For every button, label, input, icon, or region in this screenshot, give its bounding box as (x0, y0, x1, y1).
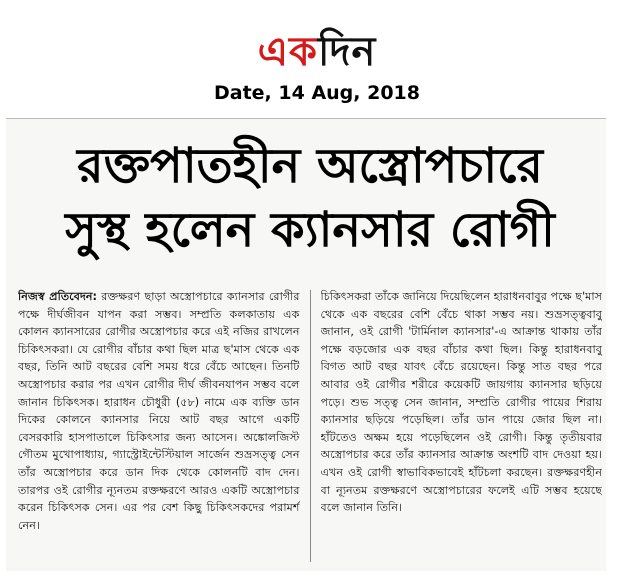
newspaper-logo (258, 30, 377, 74)
article-column-2 (321, 288, 603, 568)
logo-part-black: দিন (318, 29, 377, 75)
column-2-text: চিকিৎসকরা তাঁকে জানিয়ে দিয়েছিলেন হারাধনবাবুর পক্ষে ছ'মাস থেকে এক বছরের বেশি বেঁচে থাকা সম্ভব নয়। শুভ্রসত্ত্ববাবু জানান, ওই রোগী 'টার্মিনাল ক্যানসার'-এ আক্রান্ত থাকায় তাঁর পক্ষে বড়জোর এক বছর বাঁচার কথা ছিল। কিন্তু হারাধনবাবু বিগত আট বছর যাবৎ বেঁচে রয়েছেন। কিন্তু সাত বছর পরে আবার ওই রোগীর শরীরে কয়েকটি জায়গায় ক্যানসার ছড়িয়ে পড়ে। শুভ সত্ত্ব সেন জানান, সম্প্রতি রোগীর পায়ের শিরায় ক্যানসার ছড়িয়ে পড়েছিল। তাঁর ডান পায়ে জোর ছিল না। হাঁটতেও অক্ষম হয়ে পড়েছিলেন ওই রোগী। কিন্তু তৃতীয়বার অস্ত্রোপচার করে তাঁর ক্যানসার আক্রান্ত অংশটি বাদ দেওয়া হয়। এখন ওই রোগী স্বাভাবিকভাবেই হাঁটচলা করছেন। রক্তক্ষরণহীন বা ন্যূনতম রক্তক্ষরণে অস্ত্রোপচারের ফলেই এটি সম্ভব হয়েছে বলে জানান তিনি। (320, 290, 602, 515)
logo-part-red: এক (257, 29, 319, 75)
article-body (18, 288, 602, 568)
headline-line-1: রক্তপাতহীন অস্ত্রোপচারে (77, 138, 543, 194)
column-1-text: রক্তক্ষরণ ছাড়া অস্ত্রোপচারে ক্যানসার রোগীর পক্ষে দীর্ঘজীবন যাপন করা সম্ভব। সম্প্রতি কলকাতায় এক কোলন ক্যানসারের রোগীর অস্ত্রোপচার করে এই নজির রাখলেন চিকিৎসকরা। যে রোগীর বাঁচার কথা ছিল মাত্র ছ'মাস থেকে এক বছর, তিনি আট বছরের বেশি সময় ধরে বেঁচে আছেন। তিনটি অস্ত্রোপচার করার পর এখন রোগীর দীর্ঘ জীবনযাপন সম্ভব বলে জানান চিকিৎসক। হারাধন চৌধুরী (৫৮) নামে এক ব্যক্তি ডান দিকের কোলনে ক্যানসার নিয়ে আট বছর আগে একটি বেসরকারি হাসপাতালে চিকিৎসার জন্য আসেন। অঙ্কোলজিস্ট গৌতম মুখোপাধ্যায়, গ্যাস্ট্রোইন্টেস্টিয়াল সার্জেন শুভ্রসত্ত্ব সেন তাঁর অস্ত্রোপচার করে ডান দিক থেকে কোলনটি বাদ দেন। তারপর ওই রোগীর ন্যূনতম রক্তক্ষরণে আরও একটি অস্ত্রোপচার করেন চিকিৎসক সেন। এর পর বেশ কিছু চিকিৎসকদের পরামর্শ নেন। (18, 290, 300, 532)
column-divider (310, 290, 311, 562)
publication-date: Date, 14 Aug, 2018 (214, 82, 420, 104)
byline: নিজস্ব প্রতিবেদন: (18, 290, 97, 303)
headline-line-2: সুস্থ হলেন ক্যানসার রোগী (65, 202, 555, 258)
masthead (0, 30, 634, 74)
article-column-1 (18, 288, 300, 568)
